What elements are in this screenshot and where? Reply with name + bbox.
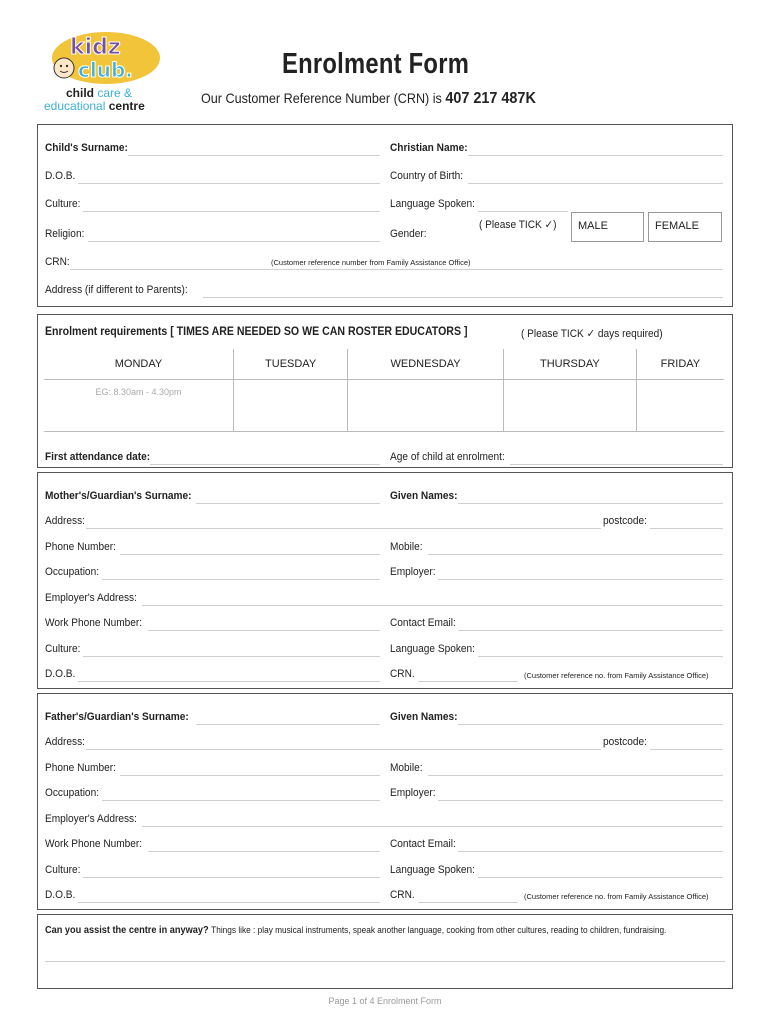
child-dob-label: D.O.B. [45, 170, 76, 182]
first-attendance-field[interactable] [150, 464, 380, 465]
mother-employer-field[interactable] [438, 579, 723, 580]
thursday-times-cell[interactable] [503, 379, 636, 431]
child-crn-note: (Customer reference number from Family Assistance Office) [271, 258, 471, 267]
mother-employer-label: Employer: [390, 566, 436, 578]
age-at-enrolment-label: Age of child at enrolment: [390, 451, 505, 463]
kidz-club-logo [44, 30, 164, 112]
father-given-names-field[interactable] [458, 724, 723, 725]
mother-dob-label: D.O.B. [45, 668, 76, 680]
father-dob-field[interactable] [78, 902, 380, 903]
father-culture-field[interactable] [83, 877, 380, 878]
christian-name-field[interactable] [468, 155, 723, 156]
child-address-field[interactable] [203, 297, 723, 298]
mother-work-phone-field[interactable] [148, 630, 380, 631]
father-email-field[interactable] [458, 851, 723, 852]
wednesday-times-cell[interactable] [348, 379, 504, 431]
mother-phone-label: Phone Number: [45, 541, 116, 553]
mother-mobile-field[interactable] [428, 554, 723, 555]
mother-guardian-section [37, 472, 733, 689]
father-language-field[interactable] [478, 877, 723, 878]
child-crn-label: CRN: [45, 256, 70, 268]
logo-tagline-1: child care & [66, 86, 133, 100]
mother-crn-field[interactable] [418, 681, 518, 682]
page-footer: Page 1 of 4 Enrolment Form [328, 996, 442, 1006]
mother-work-phone-label: Work Phone Number: [45, 617, 143, 629]
mother-language-label: Language Spoken: [390, 643, 475, 655]
enrolment-heading: Enrolment requirements [ TIMES ARE NEEDED SO WE CAN ROSTER EDUCATORS ] [45, 326, 468, 338]
mother-surname-label: Mother's/Guardian's Surname: [45, 490, 192, 502]
mother-given-names-label: Given Names: [390, 490, 458, 502]
mother-address-field[interactable] [86, 528, 601, 529]
country-of-birth-label: Country of Birth: [390, 170, 464, 182]
mother-postcode-field[interactable] [650, 528, 723, 529]
father-work-phone-label: Work Phone Number: [45, 838, 143, 850]
mother-surname-field[interactable] [196, 503, 380, 504]
country-of-birth-field[interactable] [468, 183, 723, 184]
mother-email-label: Contact Email: [390, 617, 456, 629]
child-address-label: Address (if different to Parents): [45, 284, 188, 296]
child-details-section [37, 124, 733, 307]
mother-crn-label: CRN. [390, 668, 415, 680]
christian-name-label: Christian Name: [390, 142, 468, 154]
assist-examples: Things like : play musical instruments, speak another language, cooking from other cultures, reading to children, fundraising. [211, 925, 667, 935]
mother-address-label: Address: [45, 515, 85, 527]
svg-text:club.: club. [78, 58, 133, 82]
religion-label: Religion: [45, 228, 85, 240]
day-header-thursday: THURSDAY [503, 349, 636, 379]
child-surname-field[interactable] [128, 155, 380, 156]
mother-email-field[interactable] [458, 630, 723, 631]
child-language-field[interactable] [478, 211, 568, 212]
father-postcode-label: postcode: [603, 736, 647, 748]
age-at-enrolment-field[interactable] [510, 464, 723, 465]
female-label: FEMALE [655, 220, 700, 232]
logo-graphic [48, 30, 160, 86]
mother-dob-field[interactable] [78, 681, 380, 682]
father-crn-note: (Customer reference no. from Family Assistance Office) [524, 892, 709, 901]
page-title: Enrolment Form [282, 48, 470, 80]
father-employer-field[interactable] [438, 800, 723, 801]
father-phone-label: Phone Number: [45, 762, 116, 774]
father-surname-label: Father's/Guardian's Surname: [45, 711, 189, 723]
father-crn-field[interactable] [418, 902, 518, 903]
mother-occupation-field[interactable] [102, 579, 380, 580]
father-language-label: Language Spoken: [390, 864, 475, 876]
centre-crn-line: Our Customer Reference Number (CRN) is 407 217 487K [201, 90, 536, 107]
mother-mobile-label: Mobile: [390, 541, 423, 553]
father-occupation-field[interactable] [102, 800, 380, 801]
assist-question-line [45, 925, 666, 936]
father-email-label: Contact Email: [390, 838, 456, 850]
day-header-wednesday: WEDNESDAY [348, 349, 504, 379]
father-work-phone-field[interactable] [148, 851, 380, 852]
times-example: EG: 8.30am - 4.30pm [95, 386, 182, 397]
assist-answer-field[interactable] [45, 961, 725, 962]
logo-tagline-2: educational centre [44, 99, 145, 113]
child-crn-field[interactable] [70, 269, 723, 270]
mother-language-field[interactable] [478, 656, 723, 657]
gender-label: Gender: [390, 228, 427, 240]
father-employer-label: Employer: [390, 787, 436, 799]
mother-crn-note: (Customer reference no. from Family Assistance Office) [524, 671, 709, 680]
mother-given-names-field[interactable] [458, 503, 723, 504]
mother-phone-field[interactable] [120, 554, 380, 555]
monday-times-cell[interactable] [44, 379, 234, 431]
father-surname-field[interactable] [196, 724, 380, 725]
day-header-tuesday: TUESDAY [234, 349, 348, 379]
gender-female-checkbox[interactable] [648, 212, 722, 242]
father-address-field[interactable] [86, 749, 601, 750]
father-guardian-section [37, 693, 733, 910]
child-surname-label: Child's Surname: [45, 142, 128, 154]
father-phone-field[interactable] [120, 775, 380, 776]
tuesday-times-cell[interactable] [234, 379, 348, 431]
mother-employer-address-field[interactable] [142, 605, 723, 606]
religion-field[interactable] [88, 241, 380, 242]
first-attendance-label: First attendance date: [45, 451, 151, 463]
mother-employer-address-label: Employer's Address: [45, 592, 137, 604]
father-postcode-field[interactable] [650, 749, 723, 750]
svg-text:kidz: kidz [70, 35, 121, 60]
father-employer-address-field[interactable] [142, 826, 723, 827]
days-tick-note: ( Please TICK ✓ days required) [521, 328, 663, 340]
assist-question: Can you assist the centre in anyway? [45, 925, 209, 936]
enrolment-requirements-section [37, 314, 733, 468]
father-given-names-label: Given Names: [390, 711, 458, 723]
father-mobile-field[interactable] [428, 775, 723, 776]
father-employer-address-label: Employer's Address: [45, 813, 137, 825]
father-occupation-label: Occupation: [45, 787, 100, 799]
child-language-label: Language Spoken: [390, 198, 475, 210]
gender-male-checkbox[interactable] [571, 212, 644, 242]
mother-occupation-label: Occupation: [45, 566, 100, 578]
assist-centre-section [37, 914, 733, 989]
mother-culture-field[interactable] [83, 656, 380, 657]
day-header-monday: MONDAY [44, 349, 234, 379]
father-mobile-label: Mobile: [390, 762, 423, 774]
child-culture-field[interactable] [83, 211, 380, 212]
gender-please-tick: ( Please TICK ✓) [479, 219, 557, 231]
father-address-label: Address: [45, 736, 85, 748]
male-label: MALE [578, 220, 608, 232]
days-table [44, 349, 724, 432]
day-header-friday: FRIDAY [636, 349, 724, 379]
child-dob-field[interactable] [78, 183, 380, 184]
father-culture-label: Culture: [45, 864, 81, 876]
child-culture-label: Culture: [45, 198, 81, 210]
father-dob-label: D.O.B. [45, 889, 76, 901]
mother-postcode-label: postcode: [603, 515, 647, 527]
father-crn-label: CRN. [390, 889, 415, 901]
friday-times-cell[interactable] [636, 379, 724, 431]
mother-culture-label: Culture: [45, 643, 81, 655]
